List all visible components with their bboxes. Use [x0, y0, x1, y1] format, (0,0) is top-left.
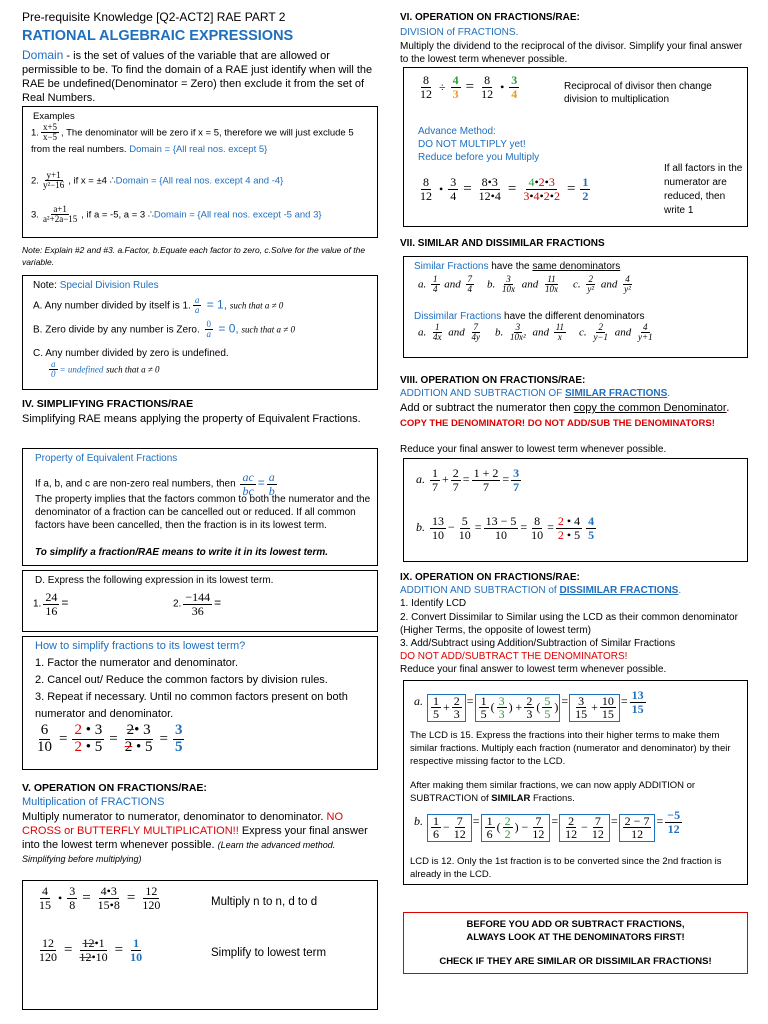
multiplication-box — [22, 880, 378, 1010]
example-1: 1. $\frac{x+5}{x-5}$ , The denominator will be zero if x = 5, therefore we will just exclude 5 from the real numbers. Domain = {All real nos. except 5} — [31, 122, 354, 155]
special-division-box — [22, 275, 378, 390]
dissimilar-examples: a. $\frac{1}{4x}$ and $\frac{7}{4y}$ b. $\frac{3}{\text{10x²}}$ and $\frac{11}{x}$ c. $\frac{2}{y-1}$ and $\frac{4}{y+1}$ — [418, 322, 653, 343]
how-step-2: 2. Cancel out/ Reduce the common factors by division rules. — [35, 674, 328, 686]
advance-3: Reduce before you Multiply — [418, 152, 540, 163]
dissimilar-ops-box — [403, 680, 748, 885]
section-viii-text: Add or subtract the numerator then copy the common Denominator. COPY THE DENOMINATOR! DO NOT ADD/SUB THE DENOMINATORS! — [400, 402, 730, 429]
how-step-3: 3. Repeat if necessary. Until no common factors present on both numerator and denominator. — [35, 691, 348, 720]
dissimilar-add-example: a. $\frac{1}{5}$ + $\frac{2}{3}$ = $\frac{1}{5}$ ( $\frac{3}{3}$ ) + $\frac{2}{3}$ ( $\frac{5}{5}$ ) = $\frac{3}{15}$ + $\frac{10}{15}$ = $\frac{13}{15}$ — [414, 688, 644, 722]
how-step-1: 1. Factor the numerator and denominator. — [35, 657, 239, 669]
examples-box — [22, 106, 378, 238]
prop-bold: To simplify a fraction/RAE means to write it in its lowest term. — [35, 547, 329, 558]
division-example: $\frac{8}{12}$ ÷ $\frac{4}{3}$ = $\frac{8}{12}$ • $\frac{3}{4}$ — [420, 73, 518, 101]
equivalent-fractions-box — [22, 448, 378, 566]
final-reminder-box — [403, 912, 748, 974]
exercise-d-2: 2. $\frac{-144}{36}$ = — [173, 590, 222, 618]
after-similar-note: After making them similar fractions, we can now apply ADDITION or SUBTRACTION of SIMILAR Fractions. — [410, 780, 696, 804]
exercise-d-box — [22, 570, 378, 632]
advance-1: Advance Method: — [418, 126, 496, 137]
rule-c-expr: $\frac{a}{0}$ = undefined such that a ≠ 0 — [51, 359, 160, 380]
section-vi-title: VI. OPERATION ON FRACTIONS/RAE: — [400, 12, 580, 23]
mult-label: Multiply n to n, d to d — [211, 896, 318, 908]
section-vii-title: VII. SIMILAR AND DISSIMILAR FRACTIONS — [400, 238, 605, 249]
advance-example: $\frac{8}{12}$ • $\frac{3}{4}$ = $\frac{8•3}{12•4}$ = $\frac{4•2•3}{3•4•2•2}$ = $\frac{1}{2}$ — [420, 175, 589, 203]
lcd-12-note: LCD is 12. Only the 1st fraction is to be converted since the 2nd fraction is already in the LCD. — [410, 856, 722, 880]
section-v-title: V. OPERATION ON FRACTIONS/RAE: — [22, 782, 207, 794]
section-v-sub: Multiplication of FRACTIONS — [22, 796, 165, 808]
how-to-simplify-box — [22, 636, 378, 770]
page-title: RATIONAL ALGEBRAIC EXPRESSIONS — [22, 28, 294, 44]
section-vi-text: Multiply the dividend to the reciprocal of the divisor. Simplify your final answer to the lowest term whenever possible. — [400, 41, 743, 65]
example-2: 2. $\frac{y+1}{\text{y²−16}}$ , if x = ±4 ∴Domain = {All real nos. except 4 and -4} — [31, 170, 284, 191]
section-v-text: Multiply numerator to numerator, denominator to denominator. NO CROSS or BUTTERFLY MULTIPLICATION!! Express your final answer into the lowest term whenever possible. (Learn the advanced method. Simplifying before multiplying) — [22, 811, 368, 864]
section-vi-sub: DIVISION of FRACTIONS. — [400, 27, 519, 38]
similar-box — [403, 256, 748, 358]
prop-title: Property of Equivalent Fractions — [35, 453, 178, 464]
exercise-d-1: 1. $\frac{24}{16}$ = — [33, 590, 69, 618]
section-iv-text: Simplifying RAE means applying the property of Equivalent Fractions. — [22, 413, 361, 425]
final-line-3: CHECK IF THEY ARE SIMILAR OR DISSIMILAR FRACTIONS! — [439, 956, 712, 967]
section-ix-reduce: Reduce your final answer to lowest term whenever possible. — [400, 664, 667, 675]
how-title: How to simplify fractions to its lowest term? — [35, 640, 246, 652]
dissimilar-def: Dissimilar Fractions have the different denominators — [414, 311, 645, 322]
section-ix-title: IX. OPERATION ON FRACTIONS/RAE: — [400, 572, 580, 583]
prop-text: The property implies that the factors common to both the numerator and the denominator of a fraction can be cancelled out or reduced. If all common factors have been cancelled, then the fraction is in its lowest term. — [35, 494, 371, 531]
mult-example: $\frac{4}{15}$ • $\frac{3}{8}$ = $\frac{4•3}{15•8}$ = $\frac{12}{120}$ — [39, 884, 161, 912]
similar-ops-box — [403, 458, 748, 562]
section-viii-sub: ADDITION AND SUBTRACTION OF SIMILAR FRACTIONS. — [400, 388, 671, 399]
simplify-example: $\frac{12}{120}$ = $\frac{12•1}{12•10}$ = $\frac{1}{10}$ — [39, 936, 143, 964]
dissimilar-sub-example: b. $\frac{1}{6}$ − $\frac{7}{12}$ = $\frac{1}{6}$ ( $\frac{2}{2}$ ) − $\frac{7}{12}$ = $\frac{2}{12}$ − $\frac{7}{12}$ = $\frac{2 - 7}{12}$ = $\frac{-5}{12}$ — [414, 808, 681, 842]
similar-sub-example: b. $\frac{13}{10}$ − $\frac{5}{10}$ = $\frac{13 - 5}{10}$ = $\frac{8}{10}$ = $\frac{2 • 4}{2 • 5}$ $\frac{4}{5}$ — [416, 514, 595, 542]
special-title: Note: Special Division Rules — [33, 280, 159, 291]
section-iv-title: IV. SIMPLIFYING FRACTIONS/RAE — [22, 398, 194, 410]
reciprocal-label: Reciprocal of divisor then change division to multiplication — [564, 81, 712, 105]
advance-2: DO NOT MULTIPLY yet! — [418, 139, 526, 150]
domain-definition: Domain - is the set of values of the variable that are allowed or permissible to be. To find the domain of a RAE just identify when will the RAE be undefined(Denominator = Zero) then exclude it from the set of Real Numbers. — [22, 48, 373, 104]
note-explain: Note: Explain #2 and #3. a.Factor, b.Equate each factor to zero, c.Solve for the value of the variable. — [22, 245, 366, 267]
section-ix-step-2: 2. Convert Dissimilar to Similar using the LCD as their common denominator (Higher Terms, the opposite of lowest term) — [400, 612, 738, 636]
similar-def: Similar Fractions have the same denominators — [414, 261, 621, 272]
section-ix-step-3: 3. Add/Subtract using Addition/Subtraction of Similar Fractions — [400, 638, 676, 649]
how-example: $\frac{6}{10}$ = $\frac{2 • 3}{2 • 5}$ = $\frac{2• 3}{2 • 5}$ = $\frac{3}{5}$ — [37, 722, 183, 755]
section-viii-title: VIII. OPERATION ON FRACTIONS/RAE: — [400, 375, 586, 386]
section-ix-red: DO NOT ADD/SUBTRACT THE DENOMINATORS! — [400, 651, 628, 662]
similar-add-example: a. $\frac{1}{7}$ + $\frac{2}{7}$ = $\frac{1 + 2}{7}$ = $\frac{3}{7}$ — [416, 466, 520, 494]
prop-if: If a, b, and c are non-zero real numbers, then $\frac{ac}{bc}$ = $\frac{a}{b}$ — [35, 470, 275, 498]
similar-examples: a. $\frac{1}{4}$ and $\frac{7}{4}$ b. $\frac{3}{10x}$ and $\frac{11}{10x}$ c. $\frac{2}{\text{y²}}$ and $\frac{4}{\text{y²}}$ — [418, 274, 631, 295]
section-ix-step-1: 1. Identify LCD — [400, 598, 467, 609]
final-line-2: ALWAYS LOOK AT THE DENOMINATORS FIRST! — [466, 932, 685, 943]
rule-c: C. Any number divided by zero is undefined. — [33, 348, 229, 359]
rule-b: B. Zero divide by any number is Zero. $\frac{0}{a}$ = 0, such that a ≠ 0 — [33, 319, 295, 340]
section-viii-reduce: Reduce your final answer to lowest term whenever possible. — [400, 444, 667, 455]
exercise-d-title: D. Express the following expression in its lowest term. — [35, 575, 274, 586]
division-box — [403, 67, 748, 227]
simplify-label: Simplify to lowest term — [211, 947, 327, 959]
rule-a: A. Any number divided by itself is 1. $\frac{a}{a}$ = 1, such that a ≠ 0 — [33, 295, 284, 316]
all-factors-note: If all factors in the numerator are reduced, then write 1 — [664, 163, 743, 216]
example-3: 3. $\frac{a+1}{\text{a²+2a−15}}$ , if a = -5, a = 3 ∴Domain = {All real nos. except -5 and 3} — [31, 204, 322, 225]
section-ix-sub: ADDITION AND SUBTRACTION of DISSIMILAR FRACTIONS. — [400, 585, 682, 596]
examples-title: Examples — [33, 111, 75, 122]
page-header: Pre-requisite Knowledge [Q2-ACT2] RAE PART 2 — [22, 10, 286, 24]
final-line-1: BEFORE YOU ADD OR SUBTRACT FRACTIONS, — [466, 919, 685, 930]
lcd-15-note: The LCD is 15. Express the fractions into their higher terms to make them similar fractions. Multiply each fraction (numerator and denominator) by their respective missing factor to the LCD. — [410, 730, 731, 767]
